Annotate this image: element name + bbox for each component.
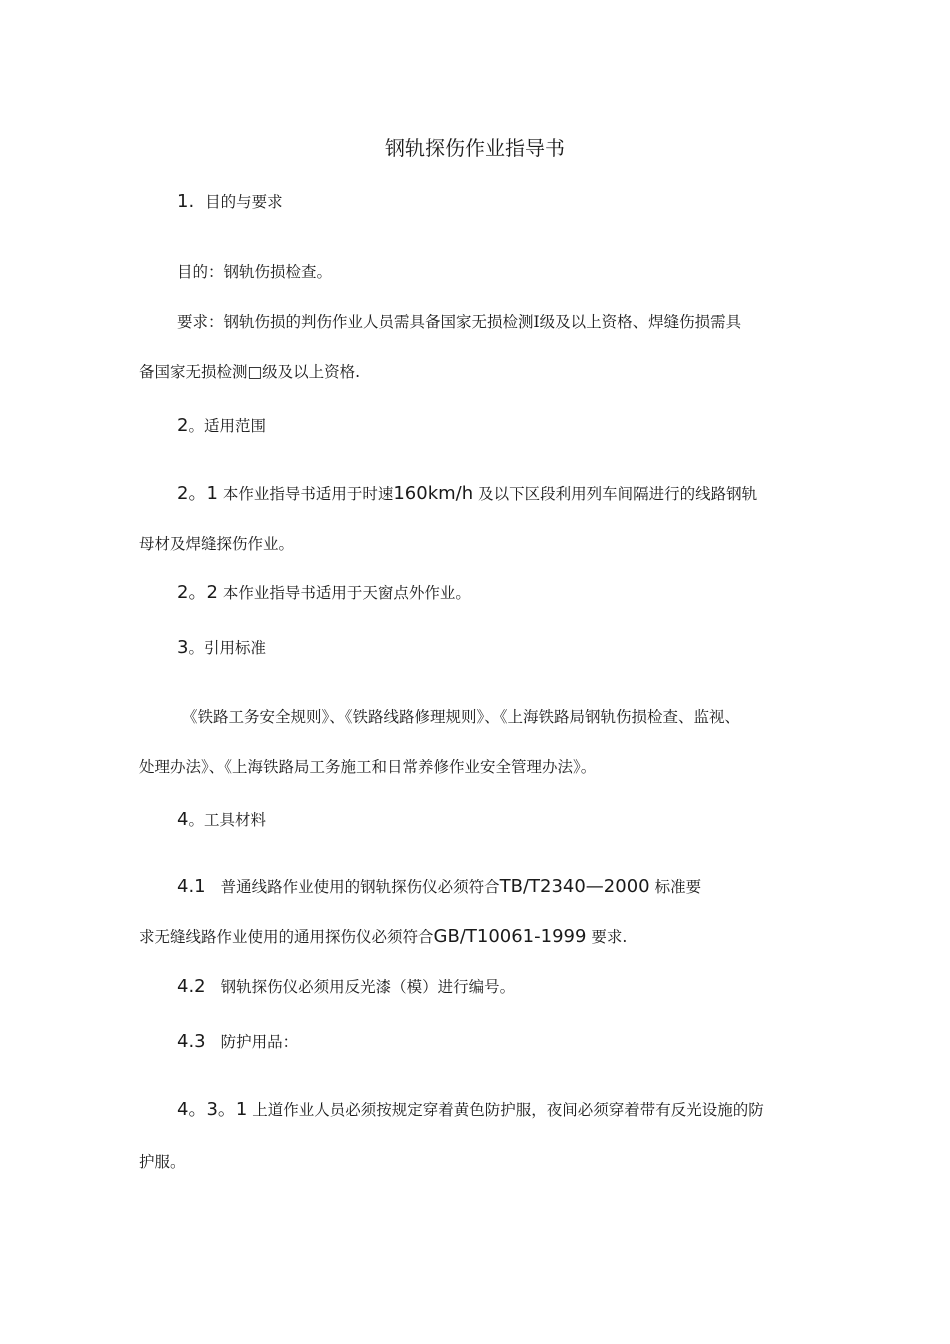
clause-4-1-line-2 — [139, 927, 627, 947]
line-text: 目的：钢轨伤损检查。 — [177, 263, 333, 281]
section-2-heading — [177, 416, 266, 436]
section-number: 3 — [177, 637, 189, 658]
section-number: 4.1 — [177, 876, 206, 897]
speed-value: 160km/h — [393, 483, 474, 504]
clause-4-3-1-line-2 — [139, 1152, 186, 1172]
requirement-line-2 — [139, 362, 360, 382]
purpose-line — [177, 262, 332, 282]
section-3-heading — [177, 638, 266, 658]
line-text: 普通线路作业使用的钢轨探伤仪必须符合 — [220, 878, 500, 896]
line-text: 本作业指导书适用于时速 — [222, 485, 394, 503]
line-text: 及以下区段利用列车间隔进行的线路钢轨 — [478, 485, 758, 503]
section-1-heading — [177, 192, 283, 212]
line-text: 母材及焊缝探伤作业。 — [139, 535, 295, 553]
line-text: 《铁路工务安全规则》、《铁路线路修理规则》、《上海铁路局钢轨伤损检查、监视、 — [182, 708, 741, 726]
section-number: 4。3。1 — [177, 1099, 248, 1120]
line-text: 要求：钢轨伤损的判伤作业人员需具备国家无损检测Ⅰ级及以上资格、焊缝伤损需具 — [177, 313, 742, 331]
line-text: 。引用标准 — [188, 639, 266, 657]
line-text: 备国家无损检测□级及以上资格. — [139, 363, 361, 381]
clause-2-1-line-2 — [139, 534, 294, 554]
section-4-heading — [177, 810, 266, 830]
section-number: 4.2 — [177, 976, 206, 997]
line-text: 上道作业人员必须按规定穿着黄色防护服，夜间必须穿着带有反光设施的防 — [252, 1101, 764, 1119]
clause-2-1-line-1 — [177, 484, 757, 504]
line-text: 钢轨探伤仪必须用反光漆（模）进行编号。 — [220, 978, 516, 996]
line-text: 求无缝线路作业使用的通用探伤仪必须符合 — [139, 928, 434, 946]
standard-code: TB/T2340—2000 — [499, 876, 650, 897]
clause-4-3 — [177, 1032, 298, 1052]
standards-line-2 — [139, 757, 596, 777]
section-number: 2 — [177, 415, 189, 436]
document-title: 钢轨探伤作业指导书 — [385, 136, 565, 160]
line-text: 标准要 — [654, 878, 702, 896]
line-text: 防护用品： — [220, 1033, 299, 1051]
line-text: 要求. — [591, 928, 628, 946]
section-number: 2。2 — [177, 582, 218, 603]
clause-4-2 — [177, 977, 515, 997]
line-text: 目的与要求 — [205, 193, 283, 211]
line-text: 本作业指导书适用于天窗点外作业。 — [222, 584, 471, 602]
standards-line-1 — [182, 707, 740, 727]
clause-4-3-1-line-1 — [177, 1100, 764, 1120]
standard-code: GB/T10061-1999 — [433, 926, 587, 947]
line-text: 。适用范围 — [188, 417, 266, 435]
section-number: 1. — [177, 191, 195, 212]
line-text: 处理办法》、《上海铁路局工务施工和日常养修作业安全管理办法》。 — [139, 758, 597, 776]
clause-4-1-line-1 — [177, 877, 701, 897]
clause-2-2 — [177, 583, 471, 603]
requirement-line-1 — [177, 312, 741, 332]
section-number: 4 — [177, 809, 189, 830]
section-number: 2。1 — [177, 483, 218, 504]
section-number: 4.3 — [177, 1031, 206, 1052]
line-text: 。工具材料 — [188, 811, 266, 829]
line-text: 护服。 — [139, 1153, 186, 1171]
